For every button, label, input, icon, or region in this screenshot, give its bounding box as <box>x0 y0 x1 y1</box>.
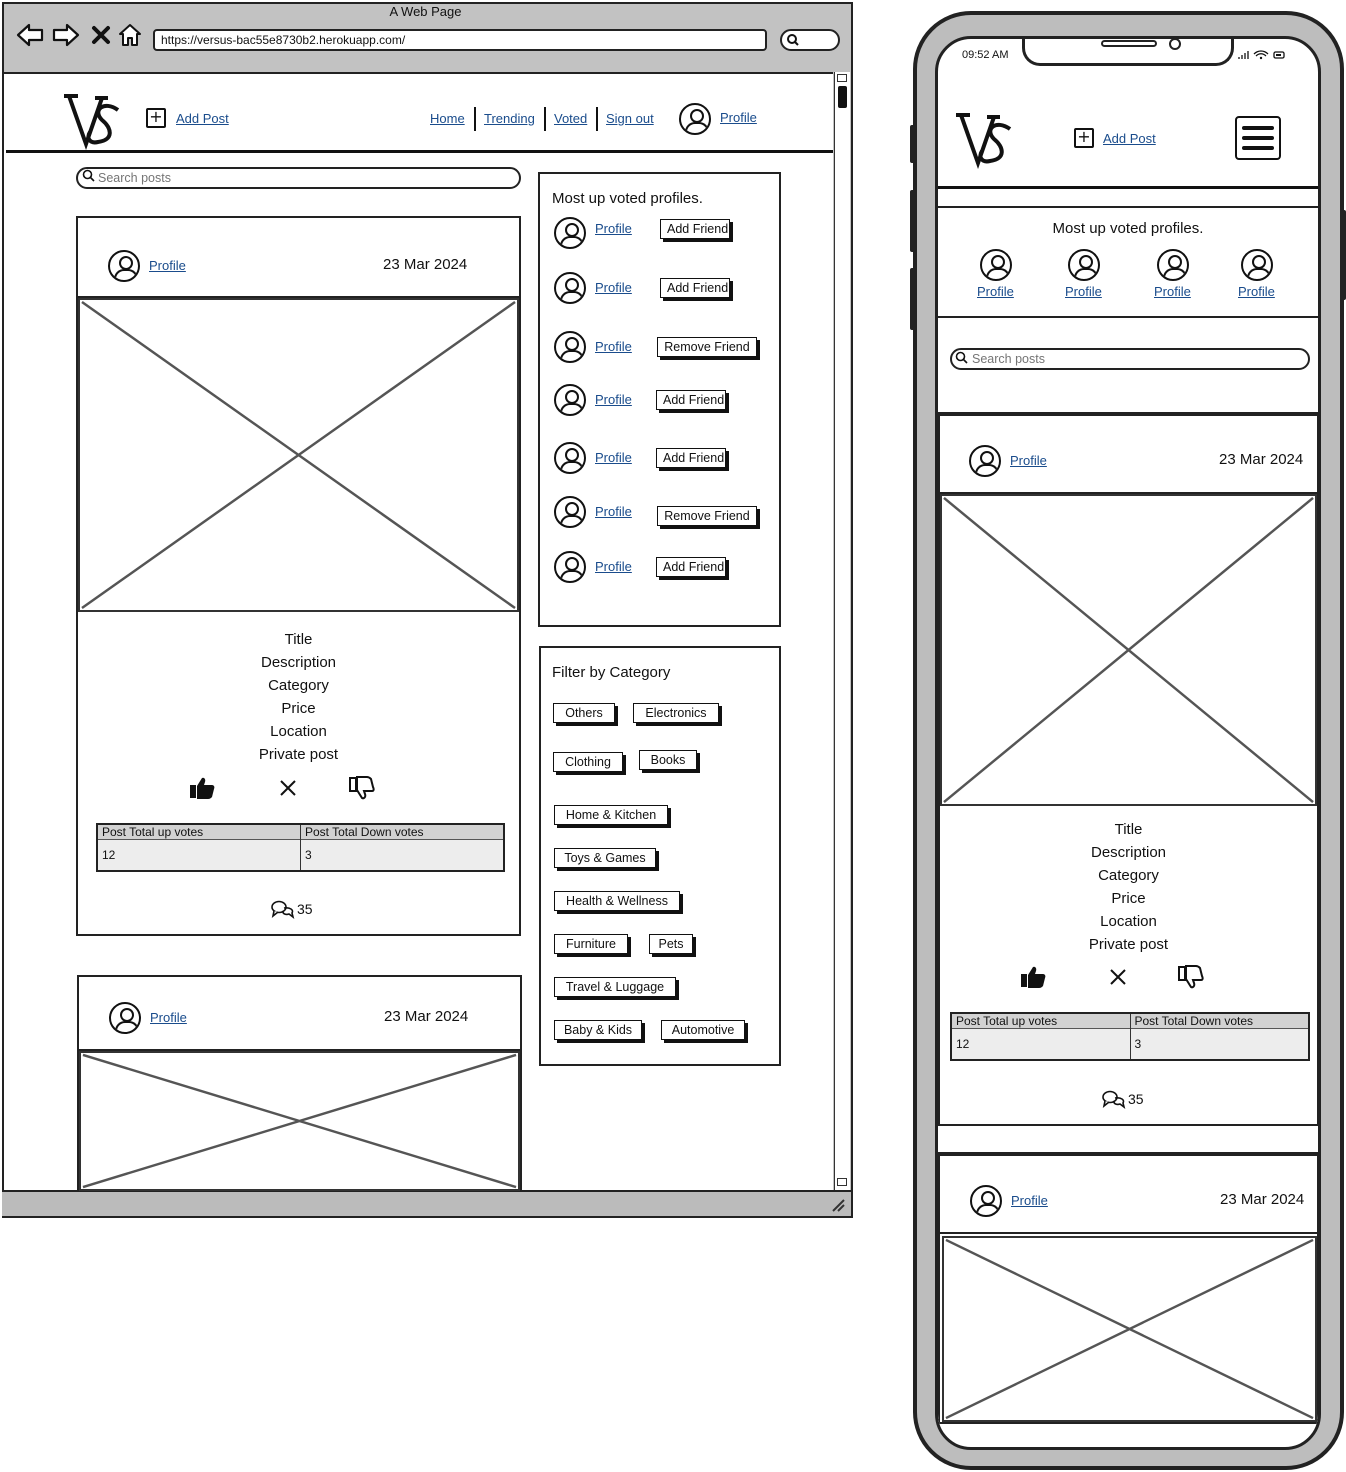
nav-home[interactable]: Home <box>430 111 465 126</box>
category-travel-luggage[interactable]: Travel & Luggage <box>554 977 676 997</box>
remove-friend-button[interactable]: Remove Friend <box>657 337 757 357</box>
browser-search-field[interactable] <box>780 29 840 51</box>
home-icon[interactable] <box>117 22 143 52</box>
category-baby-kids[interactable]: Baby & Kids <box>554 1020 642 1040</box>
profile-link[interactable]: Profile <box>595 339 632 354</box>
author-link[interactable]: Profile <box>1011 1193 1048 1208</box>
category-toys-games[interactable]: Toys & Games <box>554 848 656 868</box>
post-header <box>940 1156 1317 1234</box>
vote-totals-table <box>950 1012 1310 1061</box>
author-avatar-icon[interactable] <box>969 445 1001 477</box>
profile-avatar-icon[interactable] <box>554 384 586 416</box>
nav-divider <box>544 107 546 131</box>
profile-avatar-icon[interactable] <box>554 272 586 304</box>
nav-sign-out[interactable]: Sign out <box>606 111 654 126</box>
header-divider <box>6 150 833 153</box>
url-bar[interactable]: https://versus-bac55e8730b2.herokuapp.com/ <box>153 29 767 51</box>
post-location: Location <box>1100 913 1157 930</box>
nav-divider <box>596 107 598 131</box>
post-card <box>76 216 521 936</box>
profile-link[interactable]: Profile <box>595 221 632 236</box>
post-description: Description <box>260 654 337 671</box>
down-votes-value: 3 <box>301 840 503 870</box>
scroll-up-arrow[interactable] <box>837 74 847 82</box>
add-post-icon[interactable]: + <box>146 108 166 128</box>
add-friend-button[interactable]: Add Friend <box>656 448 726 468</box>
menu-icon[interactable] <box>1235 116 1281 160</box>
down-votes-header: Post Total Down votes <box>301 825 503 840</box>
up-votes-header: Post Total up votes <box>98 825 300 840</box>
remove-friend-button[interactable]: Remove Friend <box>657 506 757 526</box>
add-post-icon[interactable]: + <box>1074 128 1094 148</box>
scroll-down-arrow[interactable] <box>837 1178 847 1186</box>
phone-side-button <box>1341 210 1346 300</box>
search-input[interactable] <box>76 167 521 189</box>
post-image-placeholder[interactable] <box>940 494 1317 806</box>
author-avatar-icon[interactable] <box>109 1002 141 1034</box>
down-votes-header: Post Total Down votes <box>1131 1014 1309 1029</box>
category-pets[interactable]: Pets <box>649 934 693 954</box>
close-icon[interactable] <box>274 774 302 802</box>
window-title: A Web Page <box>389 4 462 19</box>
up-votes-header: Post Total up votes <box>952 1014 1130 1029</box>
post-description: Description <box>1090 844 1167 861</box>
thumbs-up-icon[interactable] <box>1019 963 1047 991</box>
top-profiles-title: Most up voted profiles. <box>552 190 703 207</box>
profile-link[interactable]: Profile <box>595 504 632 519</box>
add-friend-button[interactable]: Add Friend <box>660 278 730 298</box>
comments-count-text: 35 <box>1128 1091 1144 1107</box>
post-date: 23 Mar 2024 <box>1220 1191 1305 1208</box>
user-avatar-icon[interactable] <box>679 103 711 135</box>
category-clothing[interactable]: Clothing <box>553 752 623 772</box>
nav-profile[interactable]: Profile <box>720 110 757 125</box>
author-avatar-icon[interactable] <box>970 1185 1002 1217</box>
post-card <box>938 414 1319 1126</box>
forward-icon[interactable] <box>52 22 80 53</box>
scroll-thumb[interactable] <box>838 86 847 108</box>
post-image-placeholder[interactable] <box>942 1236 1317 1422</box>
post-image-placeholder[interactable] <box>78 298 519 612</box>
category-filter-panel <box>539 646 781 1066</box>
post-header <box>78 218 519 298</box>
up-votes-value: 12 <box>98 840 300 870</box>
back-icon[interactable] <box>16 22 44 53</box>
post-date: 23 Mar 2024 <box>1219 451 1304 468</box>
post-private: Private post <box>258 746 339 763</box>
post-category: Category <box>268 677 329 694</box>
profile-link[interactable]: Profile <box>595 559 632 574</box>
speaker-icon <box>1101 40 1157 47</box>
profile-avatar-icon[interactable] <box>1068 249 1100 281</box>
search-input[interactable] <box>950 348 1310 370</box>
post-private: Private post <box>1088 936 1169 953</box>
post-title: Title <box>1114 821 1143 838</box>
status-time: 09:52 AM <box>962 49 1009 61</box>
phone-side-button <box>910 268 915 330</box>
profile-avatar-icon[interactable] <box>554 496 586 528</box>
resize-grip-icon[interactable] <box>831 1198 845 1212</box>
add-post-link[interactable]: Add Post <box>1103 131 1156 146</box>
post-image-placeholder[interactable] <box>79 1051 520 1191</box>
category-furniture[interactable]: Furniture <box>554 934 628 954</box>
add-post-link[interactable]: Add Post <box>176 111 229 126</box>
profile-link[interactable]: Profile <box>595 392 632 407</box>
post-category: Category <box>1098 867 1159 884</box>
profile-link[interactable]: Profile <box>1154 284 1191 299</box>
search-icon <box>82 169 95 185</box>
category-home-kitchen[interactable]: Home & Kitchen <box>554 805 668 825</box>
signal-icon <box>1238 49 1286 64</box>
category-others[interactable]: Others <box>553 703 615 723</box>
profile-link[interactable]: Profile <box>1238 284 1275 299</box>
category-automotive[interactable]: Automotive <box>661 1020 745 1040</box>
profile-avatar-icon[interactable] <box>554 551 586 583</box>
post-card <box>77 975 522 1191</box>
category-health-wellness[interactable]: Health & Wellness <box>554 891 680 911</box>
close-icon[interactable] <box>1104 963 1132 991</box>
nav-voted[interactable]: Voted <box>554 111 588 126</box>
top-profiles-panel <box>538 172 781 627</box>
top-profiles-panel <box>938 206 1318 318</box>
camera-icon <box>1169 38 1181 50</box>
add-friend-button[interactable]: Add Friend <box>656 557 726 577</box>
top-profiles-title: Most up voted profiles. <box>1052 220 1204 237</box>
post-price: Price <box>1111 890 1146 907</box>
phone-side-button <box>910 125 915 163</box>
post-details <box>940 818 1317 956</box>
author-link[interactable]: Profile <box>149 258 186 273</box>
post-price: Price <box>281 700 316 717</box>
author-avatar-icon[interactable] <box>108 250 140 282</box>
thumbs-down-icon[interactable] <box>348 774 376 802</box>
profile-avatar-icon[interactable] <box>980 249 1012 281</box>
thumbs-up-icon[interactable] <box>188 774 216 802</box>
post-date: 23 Mar 2024 <box>384 1008 469 1025</box>
scrollbar[interactable] <box>834 72 850 1192</box>
profile-link[interactable]: Profile <box>977 284 1014 299</box>
stop-icon[interactable] <box>90 24 112 50</box>
author-link[interactable]: Profile <box>150 1010 187 1025</box>
category-books[interactable]: Books <box>639 750 697 770</box>
thumbs-down-icon[interactable] <box>1177 963 1205 991</box>
add-friend-button[interactable]: Add Friend <box>656 390 726 410</box>
post-title: Title <box>284 631 313 648</box>
logo[interactable] <box>954 111 1018 169</box>
comments-count-text: 35 <box>297 901 313 917</box>
up-votes-value: 12 <box>952 1029 1130 1059</box>
status-bar <box>2 1190 851 1216</box>
comments-icon <box>1101 1089 1127 1109</box>
category-filter-title: Filter by Category <box>552 664 671 681</box>
author-link[interactable]: Profile <box>1010 453 1047 468</box>
comments-icon <box>270 899 296 919</box>
profile-avatar-icon[interactable] <box>1157 249 1189 281</box>
post-location: Location <box>270 723 327 740</box>
profile-link[interactable]: Profile <box>1065 284 1102 299</box>
comments-count[interactable] <box>270 899 313 919</box>
post-card <box>938 1154 1319 1424</box>
post-header <box>940 416 1317 494</box>
logo[interactable] <box>62 92 126 150</box>
post-date: 23 Mar 2024 <box>383 256 468 273</box>
profile-avatar-icon[interactable] <box>554 331 586 363</box>
profile-avatar-icon[interactable] <box>554 442 586 474</box>
down-votes-value: 3 <box>1131 1029 1309 1059</box>
profile-link[interactable]: Profile <box>595 280 632 295</box>
post-details <box>78 628 519 766</box>
add-friend-button[interactable]: Add Friend <box>660 219 730 239</box>
vote-totals-table <box>96 823 505 872</box>
search-icon <box>786 33 800 47</box>
nav-divider <box>474 107 476 131</box>
phone-screen <box>935 36 1321 1450</box>
search-icon <box>955 351 968 367</box>
post-header <box>79 977 520 1051</box>
phone-side-button <box>910 190 915 252</box>
profile-avatar-icon[interactable] <box>554 217 586 249</box>
category-electronics[interactable]: Electronics <box>633 703 719 723</box>
nav-trending[interactable]: Trending <box>484 111 535 126</box>
phone-notch <box>1022 36 1234 66</box>
comments-count[interactable] <box>1101 1089 1144 1109</box>
profile-avatar-icon[interactable] <box>1241 249 1273 281</box>
profile-link[interactable]: Profile <box>595 450 632 465</box>
header-divider <box>938 186 1321 189</box>
